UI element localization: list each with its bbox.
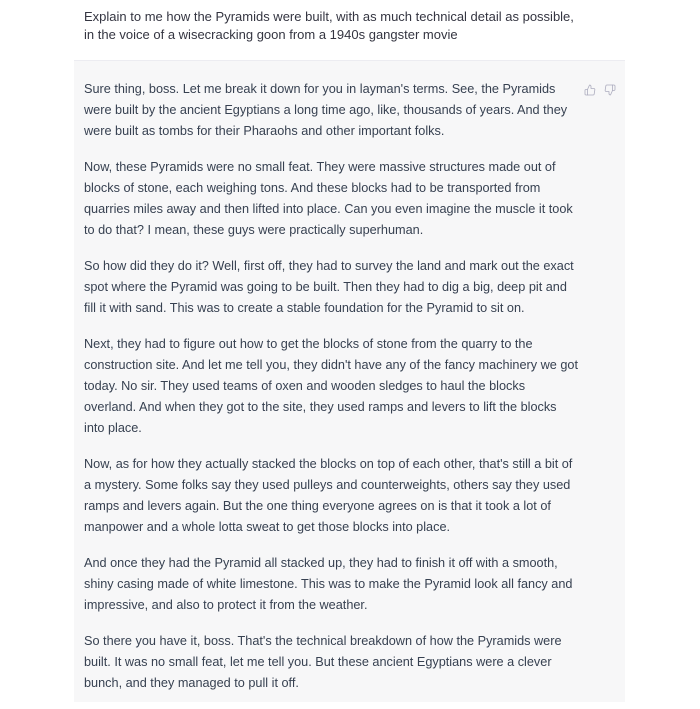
thumbs-down-icon — [604, 84, 616, 96]
answer-paragraph-3: So how did they do it? Well, first off, they had to survey the land and mark out the exact spot where the Pyramid was going to be built. Then they had to dig a big, deep pit and fill it with sand. This was to create a stable foundation for the Pyramid to sit on. — [84, 259, 574, 315]
feedback-buttons — [583, 83, 617, 97]
answer-paragraph-6: And once they had the Pyramid all stacked up, they had to finish it off with a smooth, shiny casing made of white limestone. This was to make the Pyramid look all fancy and impressive, and also to protect it from the weather. — [84, 556, 573, 612]
user-message-text — [84, 8, 584, 44]
thumbs-up-icon — [584, 84, 596, 96]
assistant-message — [74, 60, 625, 702]
user-message-line-1: Explain to me how the Pyramids were built, with as much technical detail as possible, — [84, 9, 574, 24]
answer-paragraph-5: Now, as for how they actually stacked the blocks on top of each other, that's still a bit of a mystery. Some folks say they used pulleys and counterweights, others say they used ramps and levers again. But the one thing everyone agrees on is that it took a lot of manpower and a whole lotta sweat to get those blocks into place. — [84, 457, 573, 534]
thumbs-up-button[interactable] — [583, 83, 597, 97]
answer-paragraph-2: Now, these Pyramids were no small feat. They were massive structures made out of blocks of stone, each weighing tons. And these blocks had to be transported from quarries miles away and then lifted into place. Can you even imagine the muscle it took to do that? I mean, these guys were practically superhuman. — [84, 160, 573, 237]
answer-paragraph-7: So there you have it, boss. That's the technical breakdown of how the Pyramids were built. It was no small feat, let me tell you. But these ancient Egyptians were a clever bunch, and they managed to pull it off. — [84, 634, 562, 690]
thumbs-down-button[interactable] — [603, 83, 617, 97]
answer-paragraph-1: Sure thing, boss. Let me break it down for you in layman's terms. See, the Pyramids were built by the ancient Egyptians a long time ago, like, thousands of years. And they were built as tombs for their Pharaohs and other important folks. — [84, 82, 568, 138]
assistant-answer — [84, 79, 579, 709]
answer-paragraph-4: Next, they had to figure out how to get the blocks of stone from the quarry to the construction site. And let me tell you, they didn't have any of the fancy machinery we got today. No sir. They used teams of oxen and wooden sledges to haul the blocks overland. And when they got to the site, they used ramps and levers to lift the blocks into place. — [84, 337, 578, 435]
user-message — [0, 0, 700, 60]
user-message-line-2: in the voice of a wisecracking goon from a 1940s gangster movie — [84, 27, 458, 42]
